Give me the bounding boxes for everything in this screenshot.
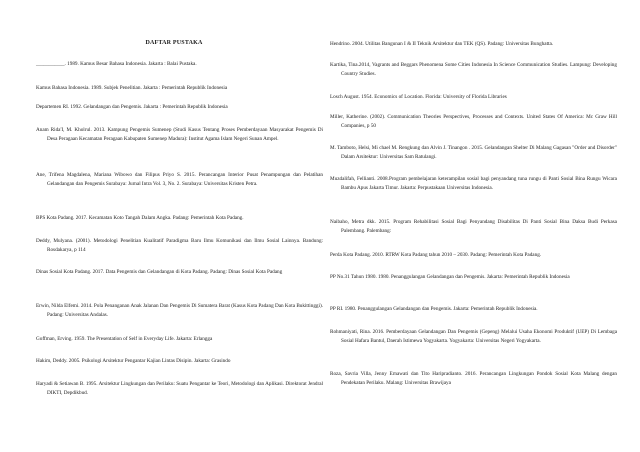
reference-entry: Dinas Sosial Kota Padang. 2017. Data Pengemis dan Gelandangan di Kota Padang. Padang: Dinas Sosial Kota Padang — [36, 269, 283, 275]
reference-entry: Deddy, Mulyana. (2001). Metodologi Penelitian Kualitatif Paradigma Baru Ilmu Komunikasi dan Ilmu Sosial Lainnya. Bandung: Rosdakarya, p 114 — [36, 238, 323, 254]
reference-entry: Erwin, Nilda Elfemi. 2014. Pola Penanganan Anak Jalanan Dan Pengemis Di Sumatera Barat (Kasus Kota Padang Dan Kota Bukittinggi). Padang: Universitas Andalas. — [36, 303, 323, 319]
reference-entry: Perda Kota Padang. 2010. RTRW Kota Padang tahun 2010 – 2030. Padang: Pemerintah Kota Padang. — [330, 252, 542, 258]
reference-entry: Hendrino. 2004. Utilitas Bangunan I & II Teknik Arsitektur dan TEK (QS). Padang: Universitas Bunghatta. — [330, 41, 554, 47]
reference-entry: Departemen RI. 1992. Gelandangan dan Pengemis. Jakarta : Pemerintah Republik Indonesia — [36, 104, 228, 110]
reference-entry: Hakim, Deddy. 2005. Psikologi Arsitektur Pengantar Kajian Lintas Disipin. Jakarta: Grasindo — [36, 358, 231, 364]
reference-entry: M. Tamboto, Helsi, Mi chael M. Rengkung dan Alvin J. Tinangon . 2015. Gelandangan Shelter Di Malang Gagasan "Order and Disorder" Dalam Arsitektur: Universitas Sam Ratulangi. — [330, 145, 617, 161]
reference-entry: Losch August. 1954. Economics of Location. Florida: University of Florida Libraries — [330, 94, 507, 100]
page-title: DAFTAR PUSTAKA — [145, 40, 203, 46]
reference-entry: PP RI. 1980. Penanggulangan Gelandangan dan Pengemis. Jakarta: Pemerintah Republik Indonesia. — [330, 306, 538, 312]
reference-entry: Anam Rida'I, M. Kholrul. 2013. Kampung Pengemis Sumenep (Studi Kasus Tentang Proses Pemberdayaan Masyarakat Pengemis Di Desa Peragaan Kecamatan Peragaan Kabupaten Sumenep Madura): Institut Agama Islam Negeri Sunan Ampel. — [36, 127, 323, 143]
reference-entry: Roza, Savria Villa, Jenny Ernawati dan Tito Haripradianto. 2016. Perancangan Lingkungan Pondok Sosial Kota Malang dengan Pendekatan Perilaku. Malang: Universitas Brawijaya — [330, 371, 617, 387]
reference-entry: Miller, Katherine. (2002). Communication Theories Perspectives, Processes and Contexts. United States Of America: Mc Graw Hill Companies, p 50 — [330, 114, 617, 130]
reference-entry: ___________. 1989. Kamus Besar Bahasa Indonesia. Jakarta : Balai Pustaka. — [36, 61, 197, 67]
reference-entry: Ane, Trifena Magdalena, Mariana Wibowo dan Filipus Priyo S. 2015. Perancangan Interior Pusat Penampungan dan Pelatihan Gelandangan dan Pengemis Surabaya: Jurnal Intra Vol. 3, No. 2. Surabaya: Universitas Kristen Petra. — [36, 172, 323, 188]
reference-entry: Naibaho, Metra dkk. 2015. Program Rehabilitasi Sosial Bagi Penyandang Disabilitas Di Panti Sosial Bina Daksa Budi Perkasa Palembang. Palembang: — [330, 219, 617, 235]
reference-entry: Goffman, Erving. 1959. The Presentation of Self in Everyday Life. Jakarta: Erlangga — [36, 336, 213, 342]
reference-entry: Haryadi & Setiawan B. 1995. Arsitektur Lingkungan dan Perilaku: Suatu Pengantar ke Teori, Metodologi dan Aplikasi. Direktorat Jendral DIKTI, Depdikbud. — [36, 381, 323, 397]
reference-entry: Kamus Bahasa Indonesia. 1989. Subjek Penelitian. Jakarta : Pemerintah Republik Indonesia — [36, 85, 228, 91]
reference-entry: BPS Kota Padang. 2017. Kecamatan Koto Tangah Dalam Angka. Padang: Pemerintah Kota Padang. — [36, 215, 244, 221]
reference-entry: Rohmaniyati, Rina. 2016. Pemberdayaan Gelandangan Dan Pengemis (Gepeng) Melalui Usaha Ekonomi Produktif (UEP) Di Lembaga Sosial Hafara Bantul, Daerah Istimewa Yogyakarta. Yogyakarta: Universitas Negeri Yogyakarta. — [330, 329, 617, 345]
reference-entry: Kartika, Tina.2014, Vagrants and Beggars Phenomena Some Cities Indonesia In Science Communication Studies. Lampung: Developing Country Studies. — [330, 62, 617, 78]
reference-entry: Muzdalifah, Fellianti. 2008.Program pembelajaran keterampilan sosial bagi penyandang tuna rungu di Panti Sosial Bina Rungu Wicara Bambu Apus Jakarta Timur. Jakarta: Perpustakaan Universitas Indonesia. — [330, 176, 617, 192]
reference-entry: PP No.31 Tahun 1980. 1980. Penanggulangan Gelandangan dan Pengemis. Jakarta: Pemerintah Republik Indonesia — [330, 274, 570, 280]
